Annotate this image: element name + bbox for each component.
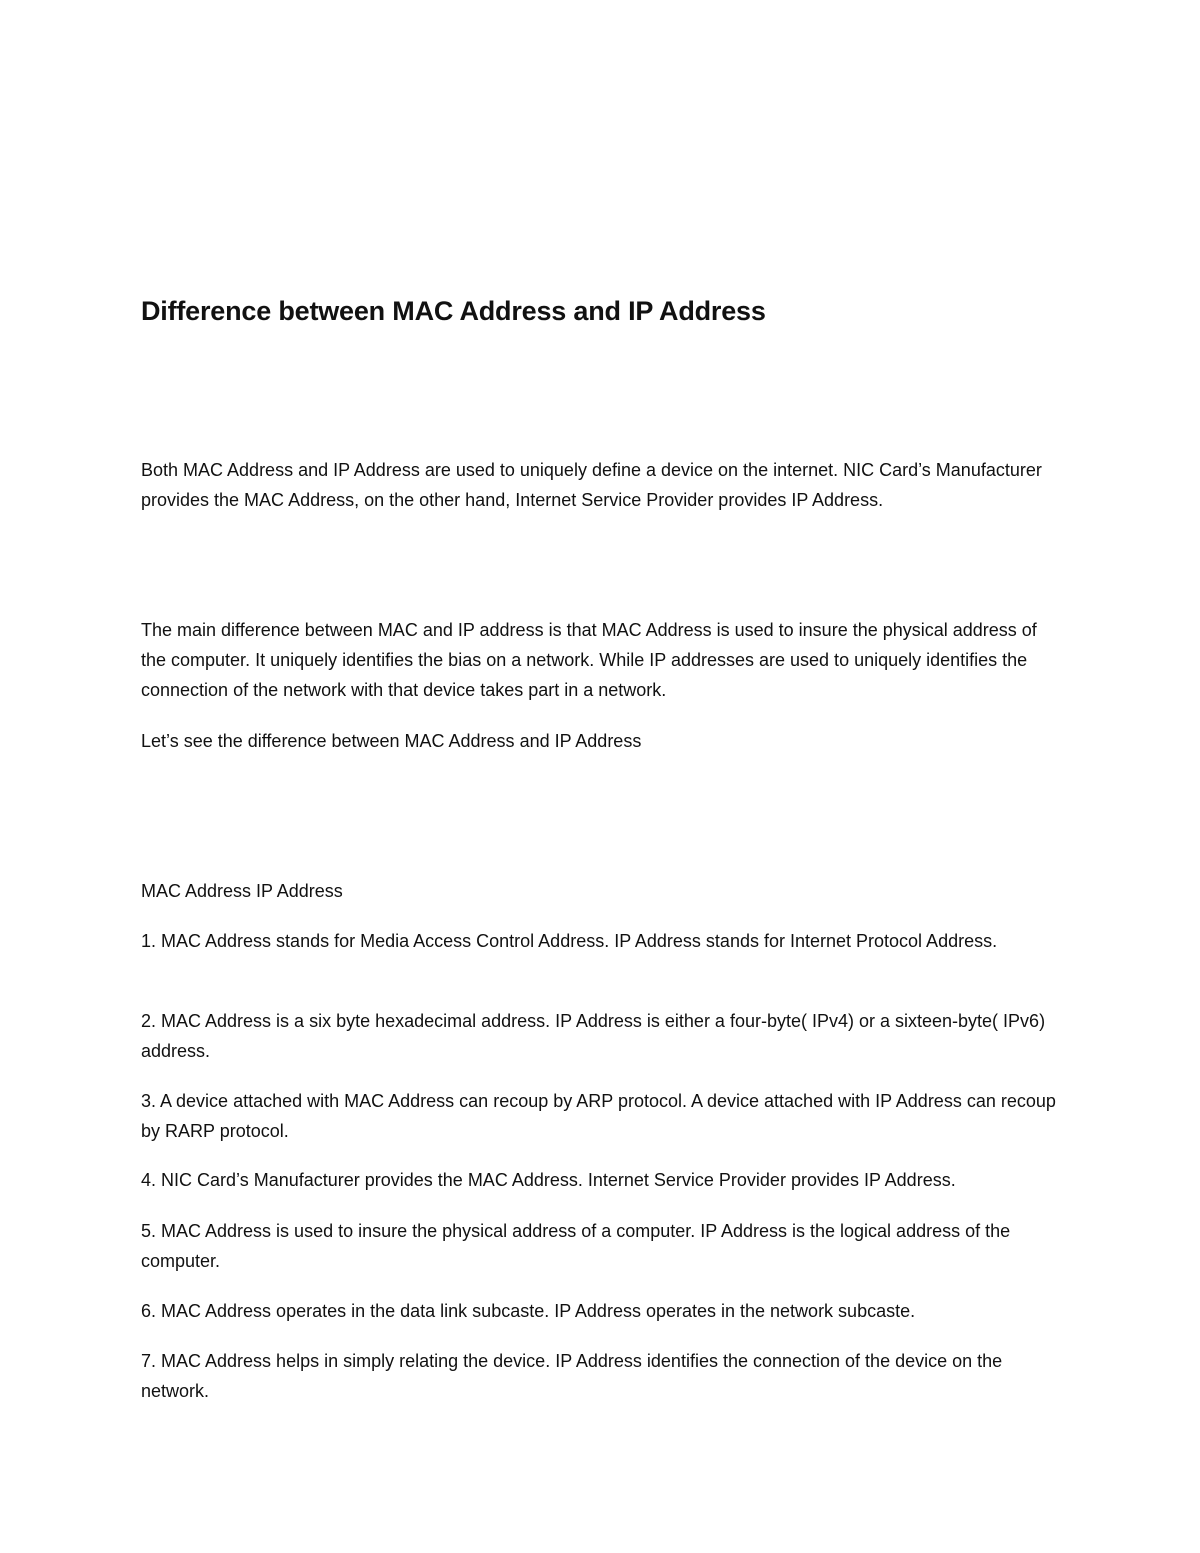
comparison-point-3: 3. A device attached with MAC Address can recoup by ARP protocol. A device attached with IP Address can recoup by RARP protocol.: [141, 1091, 1056, 1141]
comparison-point-7: 7. MAC Address helps in simply relating the device. IP Address identifies the connection of the device on the network.: [141, 1351, 1003, 1401]
comparison-point-5: 5. MAC Address is used to insure the physical address of a computer. IP Address is the logical address of the computer.: [141, 1221, 1011, 1271]
comparison-point-2: 2. MAC Address is a six byte hexadecimal address. IP Address is either a four-byte( IPv4) or a sixteen-byte( IPv6) address.: [141, 1011, 1046, 1061]
intro-paragraph: Both MAC Address and IP Address are used to uniquely define a device on the internet. NIC Card’s Manufacturer provides the MAC Address, on the other hand, Internet Service Provider provides IP Address.: [141, 460, 1042, 510]
lets-see-paragraph: Let’s see the difference between MAC Address and IP Address: [141, 731, 642, 751]
main-difference-paragraph: The main difference between MAC and IP address is that MAC Address is used to insure the physical address of the computer. It uniquely identifies the bias on a network. While IP addresses are used to uniquely identifies the connection of the network with that device takes part in a network.: [141, 620, 1037, 700]
comparison-heading: MAC Address IP Address: [141, 881, 343, 901]
document-title: Difference between MAC Address and IP Address: [141, 296, 766, 326]
comparison-point-6: 6. MAC Address operates in the data link subcaste. IP Address operates in the network subcaste.: [141, 1301, 916, 1321]
comparison-point-4: 4. NIC Card’s Manufacturer provides the MAC Address. Internet Service Provider provides IP Address.: [141, 1170, 956, 1190]
comparison-point-1: 1. MAC Address stands for Media Access Control Address. IP Address stands for Internet Protocol Address.: [141, 931, 998, 951]
